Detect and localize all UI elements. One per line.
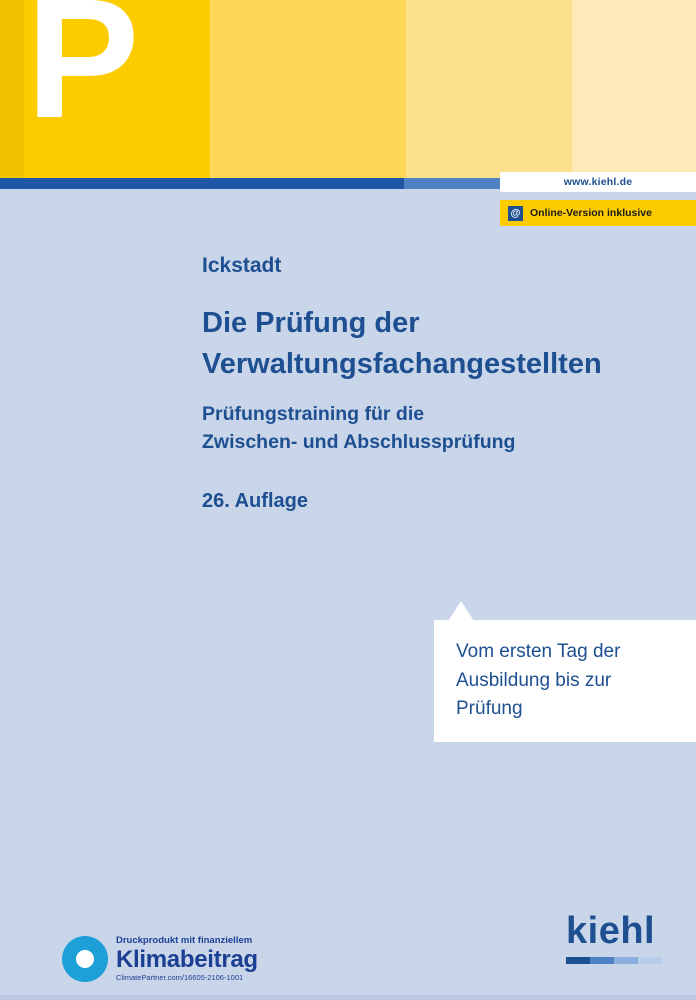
color-band-3 <box>210 0 406 178</box>
book-subtitle-line-2: Zwischen- und Abschlussprüfung <box>202 431 516 454</box>
callout-line-2: Ausbildung bis zur Prüfung <box>456 669 612 719</box>
publisher-bar-1 <box>566 957 590 964</box>
klimabeitrag-line-3: ClimatePartner.com/16605-2106-1001 <box>116 973 244 983</box>
publisher-bar-4 <box>638 957 662 964</box>
website-url: www.kiehl.de <box>563 176 633 188</box>
klimabeitrag-line-1: Druckprodukt mit finanziellem <box>116 934 253 946</box>
book-subtitle-line-1: Prüfungstraining für die <box>202 403 425 425</box>
climate-partner-icon <box>62 936 108 982</box>
klimabeitrag-text <box>116 936 258 982</box>
callout-line-1: Vom ersten Tag der <box>456 641 621 662</box>
color-band-5 <box>572 0 696 178</box>
book-title <box>202 303 672 385</box>
at-icon: @ <box>508 206 523 221</box>
color-band-1 <box>0 0 24 178</box>
website-strip <box>500 172 696 192</box>
publisher-bar-3 <box>614 957 638 964</box>
publisher-bar-2 <box>590 957 614 964</box>
publisher-bars <box>566 957 662 964</box>
klimabeitrag-line-2: Klimabeitrag <box>116 945 258 973</box>
online-version-badge <box>500 200 696 226</box>
book-title-line-1: Die Prüfung der <box>202 307 420 339</box>
callout-pointer <box>448 601 474 621</box>
edition-label: 26. Auflage <box>202 490 308 512</box>
author-name: Ickstadt <box>202 254 282 277</box>
publisher-name: kiehl <box>566 910 656 952</box>
klimabeitrag-logo <box>62 936 258 982</box>
publisher-logo <box>566 912 662 964</box>
callout-box <box>434 620 696 742</box>
book-subtitle <box>202 400 672 457</box>
bottom-edge <box>0 995 696 1000</box>
blue-rule-dark <box>0 178 404 189</box>
color-band-4 <box>406 0 572 178</box>
letter-mark: P <box>26 0 138 154</box>
online-version-label: Online-Version inklusive <box>530 207 652 219</box>
book-title-line-2: Verwaltungsfachangestellten <box>202 348 602 381</box>
